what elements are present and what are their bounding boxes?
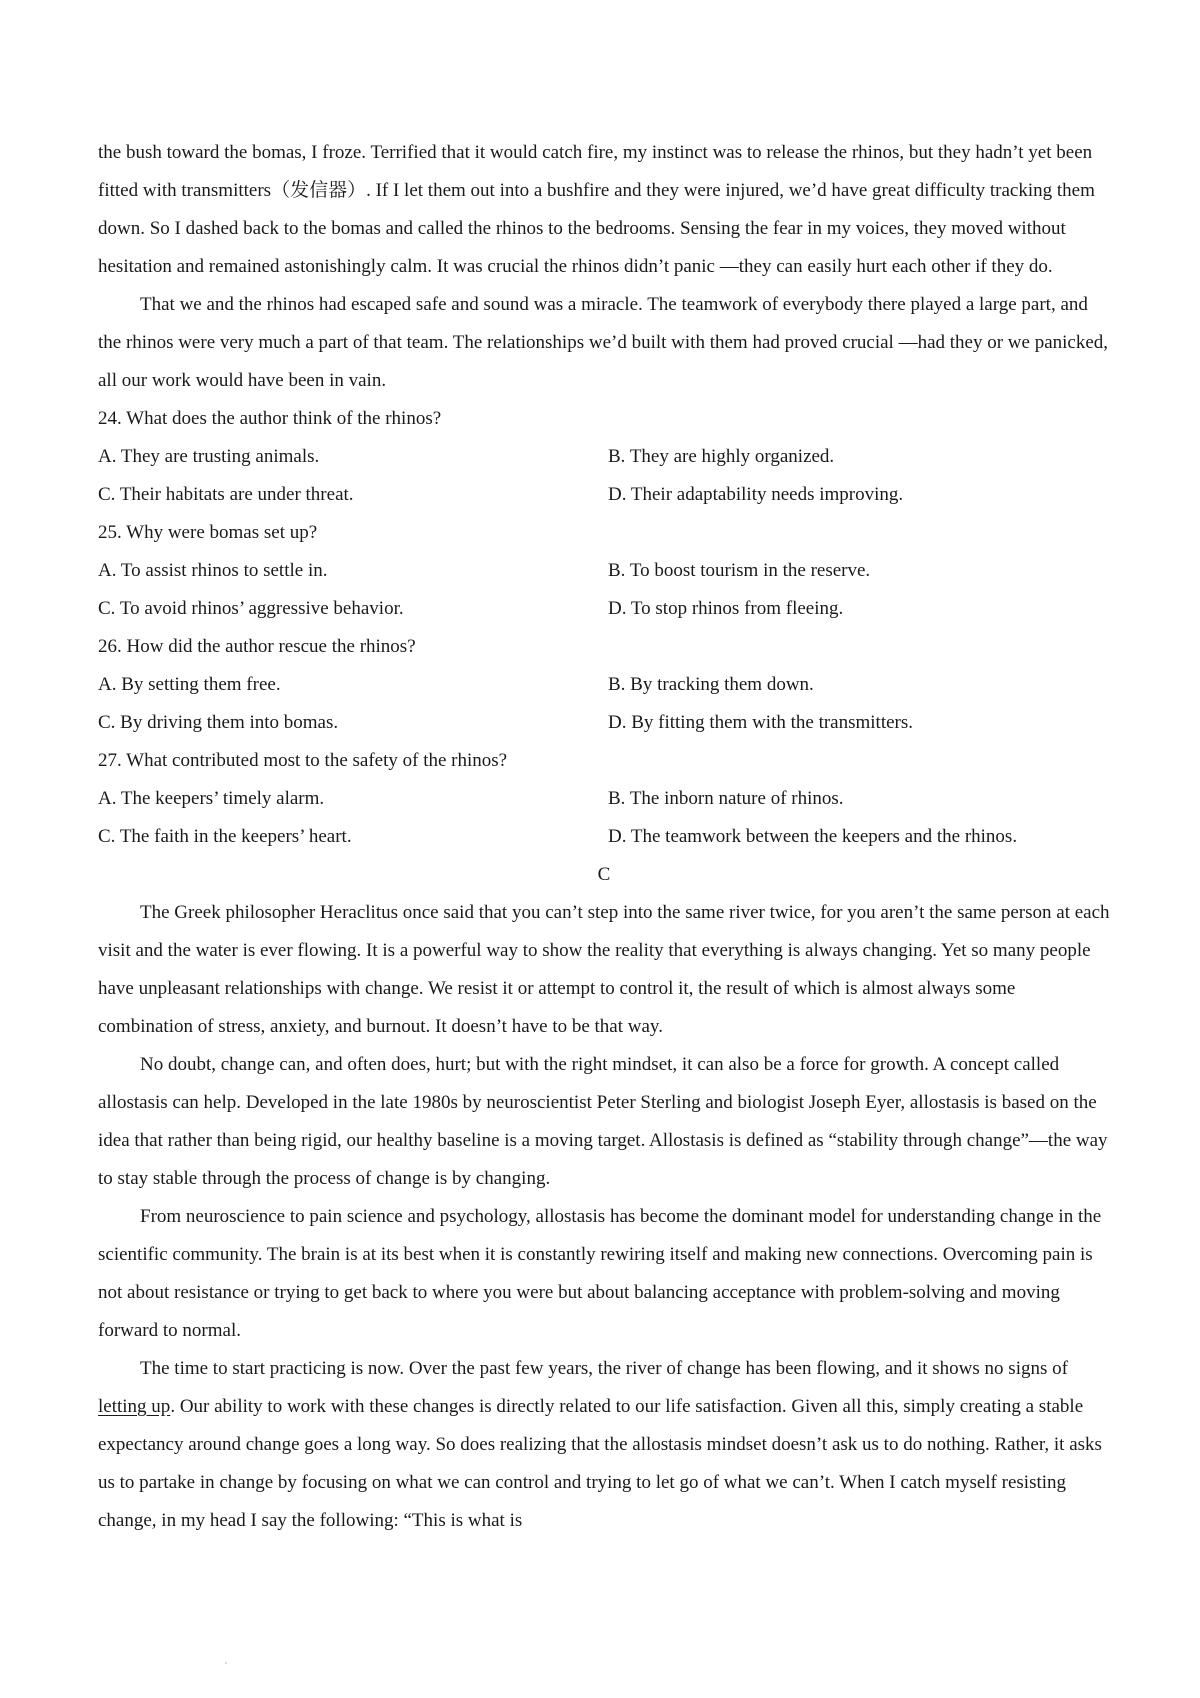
question-stem: 26. How did the author rescue the rhinos?	[98, 636, 416, 657]
option-d[interactable]: D. By fitting them with the transmitters.	[608, 712, 914, 733]
option-a[interactable]: A. To assist rhinos to settle in.	[98, 560, 328, 581]
option-a[interactable]: A. By setting them free.	[98, 674, 281, 695]
option-c[interactable]: C. To avoid rhinos’ aggressive behavior.	[98, 598, 404, 619]
option-b[interactable]: B. The inborn nature of rhinos.	[608, 788, 844, 809]
passage-c-paragraph-4	[98, 1350, 1110, 1540]
option-b[interactable]: B. By tracking them down.	[608, 674, 814, 695]
passage-c-paragraph-2: No doubt, change can, and often does, hurt; but with the right mindset, it can also be a force for growth. A concept called allostasis can help. Developed in the late 1980s by neuroscientist Peter Sterling and biologist Joseph Eyer, allostasis is based on the idea that rather than being rigid, our healthy baseline is a moving target. Allostasis is defined as “stability through change”—the way to stay stable through the process of change is by changing.	[98, 1054, 1108, 1189]
story-paragraph-1: the bush toward the bomas, I froze. Terrified that it would catch fire, my instinct was to release the rhinos, but they hadn’t yet been fitted with transmitters（发信器）. If I let them out into a bushfire and they were injured, we’d have great difficulty tracking them down. So I dashed back to the bomas and called the rhinos to the bedrooms. Sensing the fear in my voices, they moved without hesitation and remained astonishingly calm. It was crucial the rhinos didn’t panic —they can easily hurt each other if they do.	[98, 142, 1095, 277]
paragraph-text: . Our ability to work with these changes is directly related to our life satisfaction. Given all this, simply creating a stable expectancy around change goes a long way. So does realizing that the allostasis mindset doesn’t ask us to do nothing. Rather, it asks us to partake in change by focusing on what we can control and trying to let go of what we can’t. When I catch myself resisting change, in my head I say the following: “This is what is	[98, 1396, 1102, 1531]
passage-c-paragraph-1: The Greek philosopher Heraclitus once said that you can’t step into the same river twice, for you aren’t the same person at each visit and the water is ever flowing. It is a powerful way to show the reality that everything is always changing. Yet so many people have unpleasant relationships with change. We resist it or attempt to control it, the result of which is almost always some combination of stress, anxiety, and burnout. It doesn’t have to be that way.	[98, 902, 1110, 1037]
option-a[interactable]: A. The keepers’ timely alarm.	[98, 788, 325, 809]
option-a[interactable]: A. They are trusting animals.	[98, 446, 320, 467]
story-paragraph-2: That we and the rhinos had escaped safe and sound was a miracle. The teamwork of everybody there played a large part, and the rhinos were very much a part of that team. The relationships we’d built with them had proved crucial —had they or we panicked, all our work would have been in vain.	[98, 294, 1109, 391]
question-stem: 25. Why were bomas set up?	[98, 522, 318, 543]
page-speck	[225, 1662, 227, 1664]
option-d[interactable]: D. The teamwork between the keepers and the rhinos.	[608, 826, 1018, 847]
question-26	[98, 628, 1110, 742]
passage-c-paragraph-3: From neuroscience to pain science and psychology, allostasis has become the dominant model for understanding change in the scientific community. The brain is at its best when it is constantly rewiring itself and making new connections. Overcoming pain is not about resistance or trying to get back to where you were but about balancing acceptance with problem-solving and moving forward to normal.	[98, 1206, 1102, 1341]
underlined-phrase: letting up	[98, 1396, 171, 1417]
question-24	[98, 400, 1110, 514]
question-25	[98, 514, 1110, 628]
option-d[interactable]: D. To stop rhinos from fleeing.	[608, 598, 844, 619]
question-stem: 27. What contributed most to the safety of the rhinos?	[98, 750, 508, 771]
option-c[interactable]: C. The faith in the keepers’ heart.	[98, 826, 352, 847]
option-c[interactable]: C. By driving them into bomas.	[98, 712, 339, 733]
option-d[interactable]: D. Their adaptability needs improving.	[608, 484, 904, 505]
question-stem: 24. What does the author think of the rhinos?	[98, 408, 442, 429]
section-heading-c: C	[597, 864, 611, 885]
paragraph-text: The time to start practicing is now. Over the past few years, the river of change has been flowing, and it shows no signs of	[140, 1358, 1068, 1379]
option-b[interactable]: B. They are highly organized.	[608, 446, 835, 467]
option-c[interactable]: C. Their habitats are under threat.	[98, 484, 354, 505]
option-b[interactable]: B. To boost tourism in the reserve.	[608, 560, 871, 581]
question-27	[98, 742, 1110, 856]
page-content	[98, 134, 1110, 1540]
